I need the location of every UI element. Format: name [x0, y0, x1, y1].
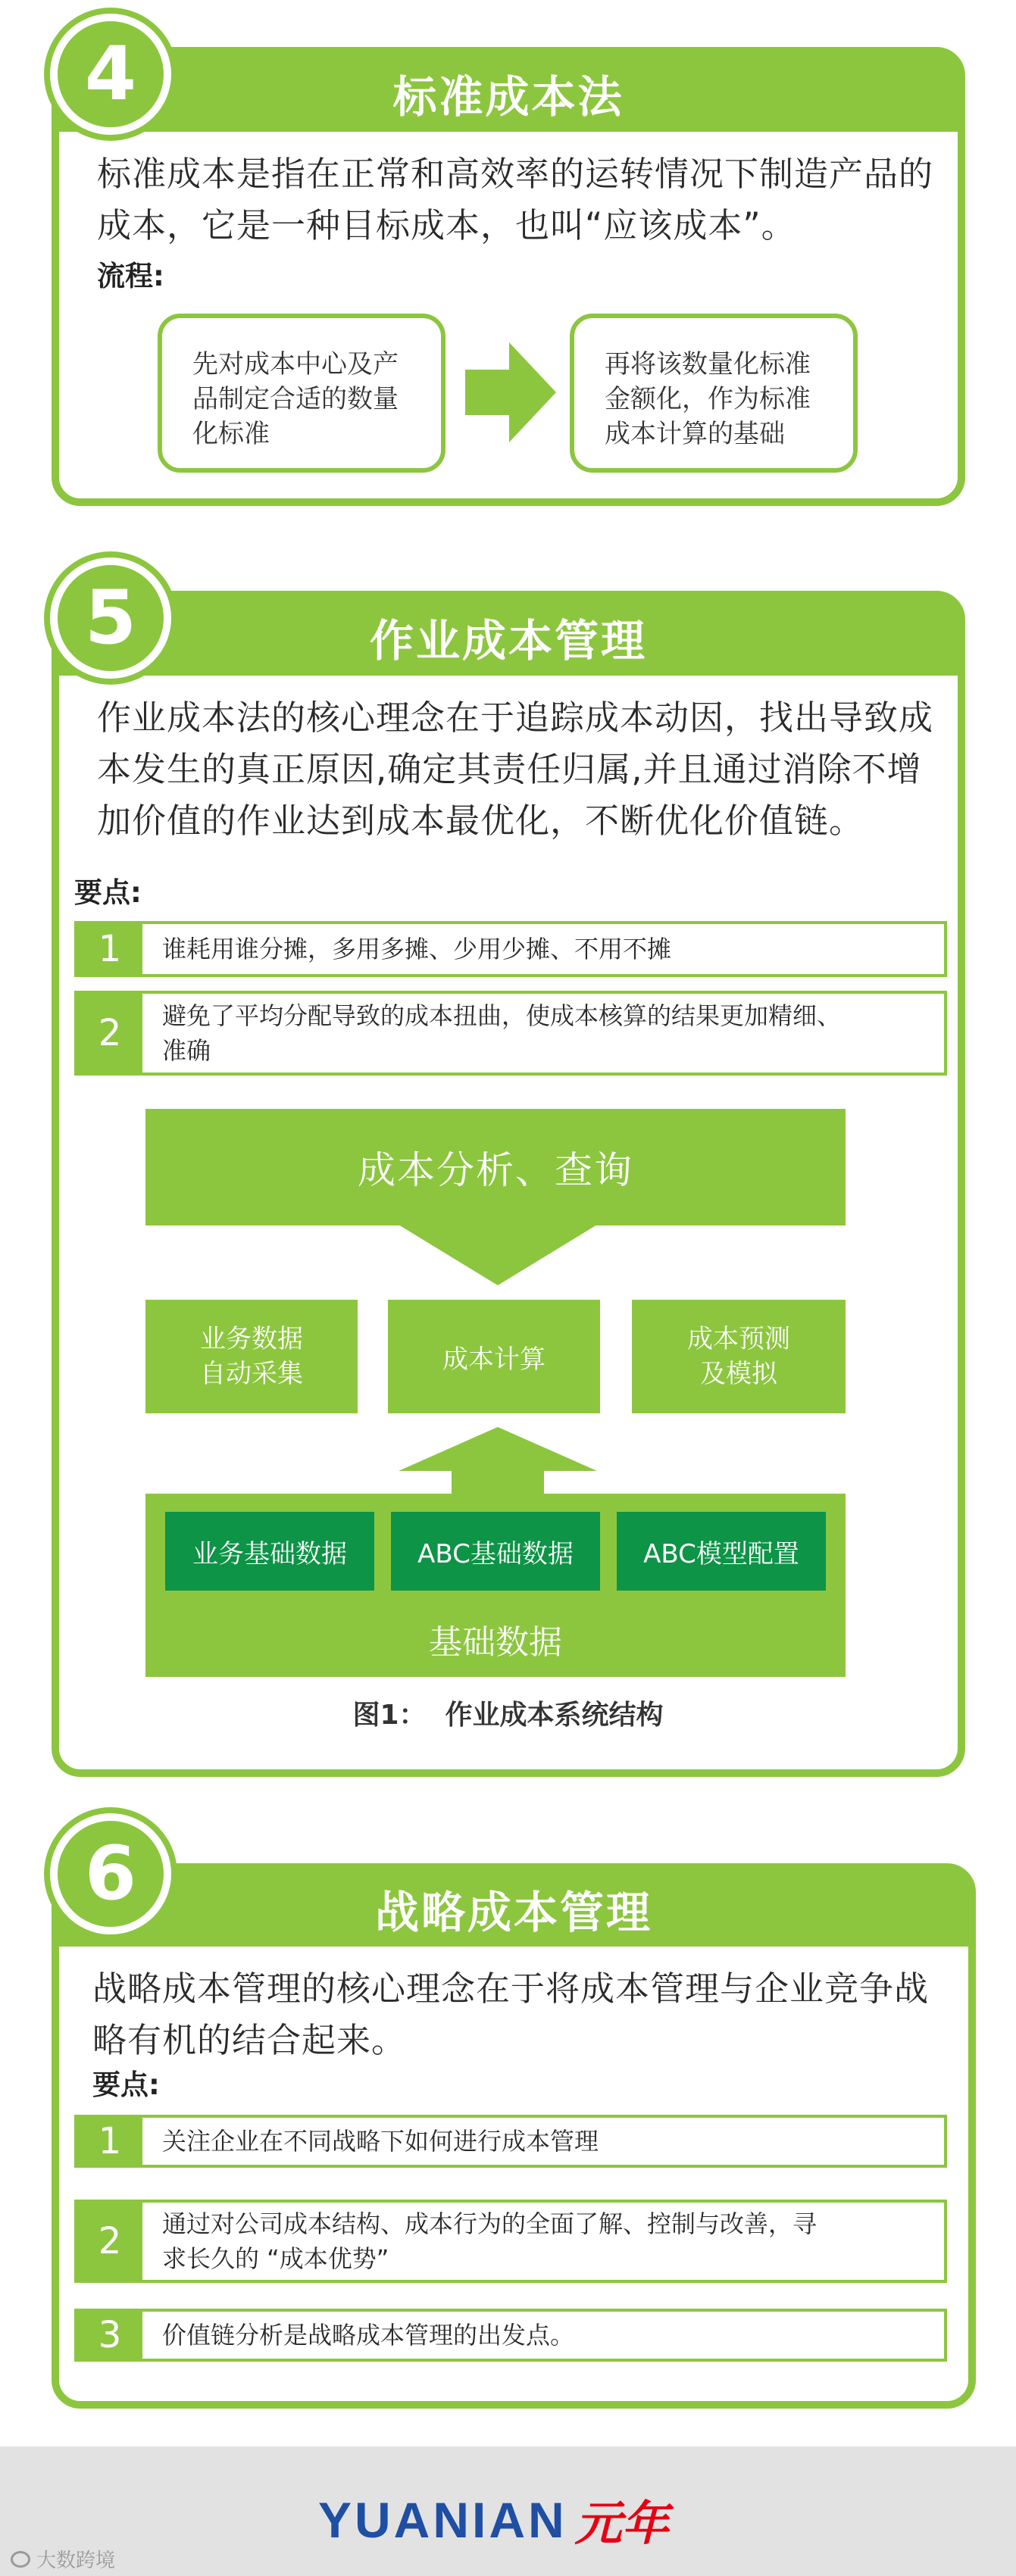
point-text-line: 谁耗用谁分摊，多用多摊、少用少摊、不用不摊	[162, 935, 672, 963]
brand-latin: YUANIAN	[318, 2491, 567, 2548]
section-5-desc-line: 加价值的作业达到成本最优化，不断优化价值链。	[97, 801, 864, 841]
diagram-base-item-label: 业务基础数据	[192, 1538, 347, 1569]
section-5-desc-line: 本发生的真正原因,确定其责任归属,并且通过消除不增	[97, 749, 922, 789]
point-text-line: 避免了平均分配导致的成本扭曲，使成本核算的结果更加精细、	[162, 1001, 842, 1030]
section-6-point-2	[74, 2200, 947, 2283]
point-number: 2	[77, 2203, 142, 2280]
point-text-line: 关注企业在不同战略下如何进行成本管理	[162, 2127, 599, 2156]
watermark-icon	[11, 2551, 30, 2568]
diagram-block-line: 成本计算	[442, 1344, 546, 1375]
section-5-point-2	[74, 991, 947, 1076]
section-4-desc-line: 成本，它是一种目标成本，也叫“应该成本”。	[97, 205, 796, 245]
footer	[0, 2446, 1016, 2576]
section-5-title: 作业成本管理	[369, 615, 647, 667]
point-number: 2	[77, 994, 142, 1073]
section-6-number: 6	[84, 1831, 137, 1917]
section-4-description	[97, 148, 938, 251]
section-6-description	[92, 1963, 949, 2066]
section-4-number: 4	[84, 31, 137, 117]
flow-box-line: 再将该数量化标准	[605, 349, 811, 379]
diagram-base-label: 基础数据	[429, 1623, 562, 1662]
point-text	[162, 2203, 932, 2280]
section-4-desc-line: 标准成本是指在正常和高效率的运转情况下制造产品的	[97, 154, 934, 194]
point-text-line: 通过对公司成本结构、成本行为的全面了解、控制与改善，寻	[162, 2209, 817, 2238]
section-5-point-1	[74, 921, 947, 977]
section-6-desc-line: 略有机的结合起来。	[92, 2020, 407, 2060]
point-text-line: 价值链分析是战略成本管理的出发点。	[162, 2321, 575, 2350]
point-text	[162, 924, 932, 974]
section-5-header	[59, 598, 958, 676]
section-6-key-label: 要点:	[92, 2069, 160, 2101]
point-number: 1	[77, 924, 142, 974]
flow-box-1	[158, 314, 445, 473]
point-number: 3	[77, 2312, 142, 2359]
flow-box-line: 先对成本中心及产	[192, 349, 399, 379]
brand-cn: 元年	[574, 2496, 669, 2551]
section-4-process-label: 流程:	[97, 260, 164, 292]
diagram-base-item-label: ABC模型配置	[643, 1538, 799, 1569]
section-4-title: 标准成本法	[392, 71, 624, 123]
section-6-header	[59, 1871, 968, 1947]
section-6-badge	[50, 1813, 171, 1934]
diagram-block-line: 及模拟	[700, 1359, 777, 1389]
section-5-badge	[50, 557, 171, 679]
diagram-block-line: 自动采集	[200, 1359, 303, 1389]
diagram-middle-block-1	[145, 1300, 358, 1413]
section-6-point-1	[74, 2115, 947, 2168]
diagram-top-label: 成本分析、查询	[358, 1148, 633, 1192]
diagram-middle-block-2	[388, 1300, 600, 1413]
diagram-base-item-1	[165, 1512, 374, 1591]
down-arrow-icon	[399, 1225, 597, 1285]
section-5-description	[97, 692, 938, 847]
diagram-middle-block-3	[632, 1300, 846, 1413]
section-6-title: 战略成本管理	[374, 1887, 652, 1938]
up-arrow-icon	[399, 1427, 597, 1495]
point-number: 1	[77, 2118, 142, 2165]
section-5-number: 5	[84, 575, 137, 661]
flow-box-2	[570, 314, 858, 473]
flow-box-line: 成本计算的基础	[605, 419, 785, 449]
diagram-base-item-label: ABC基础数据	[417, 1538, 574, 1569]
section-4-badge	[50, 14, 171, 135]
brand-logo	[318, 2486, 669, 2553]
diagram-block-line: 成本预测	[687, 1324, 790, 1354]
section-5-desc-line: 作业成本法的核心理念在于追踪成本动因，找出导致成	[97, 698, 934, 738]
flow-box-line: 品制定合适的数量	[192, 384, 399, 414]
point-text	[162, 2312, 932, 2359]
flow-box-line: 化标准	[192, 419, 270, 449]
flow-box-line: 金额化，作为标准	[605, 384, 811, 414]
point-text	[162, 2118, 932, 2165]
diagram-base-item-2	[391, 1512, 600, 1591]
diagram-top-block	[145, 1109, 846, 1226]
diagram-base-item-3	[617, 1512, 826, 1591]
right-arrow-icon	[465, 342, 556, 442]
watermark-text: 大数跨境	[36, 2549, 116, 2572]
point-text-line: 求长久的 “成本优势”	[162, 2244, 389, 2273]
section-6-desc-line: 战略成本管理的核心理念在于将成本管理与企业竞争战	[92, 1969, 930, 2009]
section-5-key-label: 要点:	[74, 876, 142, 909]
diagram-caption: 图1： 作业成本系统结构	[352, 1700, 664, 1731]
point-text-line: 准确	[162, 1036, 211, 1065]
diagram-block-line: 业务数据	[200, 1324, 303, 1354]
section-4-header	[59, 55, 958, 132]
watermark	[11, 2545, 115, 2573]
point-text	[162, 994, 932, 1073]
section-6-point-3	[74, 2309, 947, 2362]
